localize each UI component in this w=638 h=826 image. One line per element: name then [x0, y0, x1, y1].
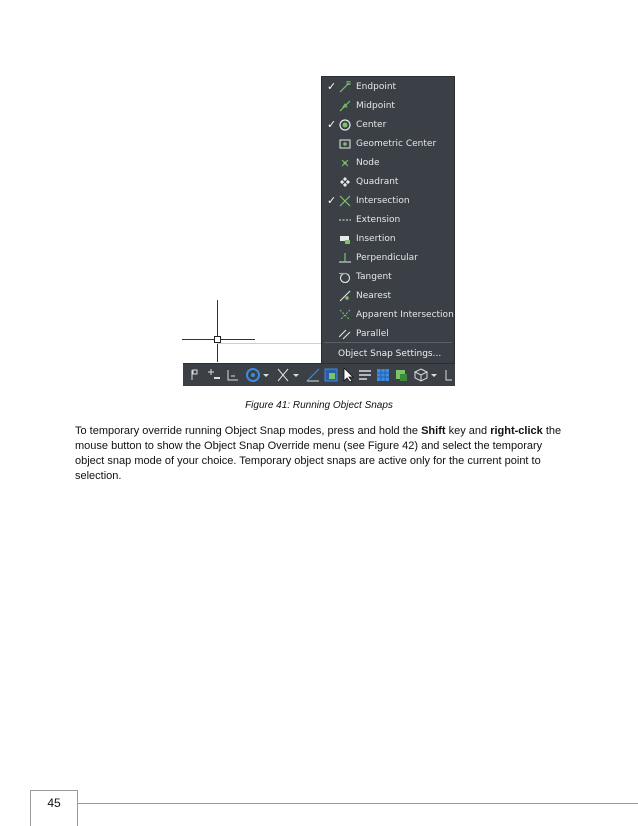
polar-icon[interactable]	[225, 367, 241, 383]
body-paragraph	[75, 424, 565, 484]
object-snap-settings-item[interactable]: Object Snap Settings...	[338, 349, 442, 359]
figure-caption: Figure 41: Running Object Snaps	[245, 400, 393, 411]
extension-icon	[339, 214, 351, 226]
snap-mode-icon[interactable]	[187, 367, 203, 383]
page-number: 45	[47, 796, 61, 810]
drawing-line	[217, 343, 322, 344]
menu-item-perpendicular[interactable]	[322, 249, 454, 267]
menu-item-label: Insertion	[356, 234, 396, 244]
menu-item-label: Endpoint	[356, 82, 397, 92]
nearest-icon	[339, 290, 351, 302]
paragraph-text: the mouse button to show the Object Snap Override menu (see Figure 42) and select the temporary object snap mode of your choice. Temporary object snaps are active only for the current point to selection.	[75, 425, 562, 482]
paragraph-text: To temporary override running Object Snap modes, press and hold the	[75, 425, 422, 437]
checkmark-icon: ✓	[327, 80, 337, 93]
menu-item-parallel[interactable]	[322, 325, 454, 343]
menu-item-quadrant[interactable]	[322, 173, 454, 191]
shift-key-text: Shift	[421, 425, 446, 437]
3d-osnap-icon[interactable]	[375, 367, 391, 383]
menu-item-label: Parallel	[356, 329, 389, 339]
dropdown-icon[interactable]	[261, 367, 271, 383]
object-snap-menu	[321, 76, 455, 365]
menu-item-tangent[interactable]	[322, 268, 454, 286]
menu-item-label: Extension	[356, 215, 401, 225]
menu-item-label: Perpendicular	[356, 253, 418, 263]
menu-item-label: Nearest	[356, 291, 392, 301]
geometric-center-icon	[339, 138, 351, 150]
menu-item-center[interactable]	[322, 116, 454, 134]
menu-item-endpoint[interactable]	[322, 78, 454, 96]
intersection-icon	[339, 195, 351, 207]
perpendicular-icon	[339, 252, 351, 264]
menu-item-midpoint[interactable]	[322, 97, 454, 115]
otrack-icon[interactable]	[275, 367, 291, 383]
menu-item-label: Quadrant	[356, 177, 399, 187]
selection-cycling-icon[interactable]	[357, 367, 373, 383]
quadrant-icon	[339, 176, 351, 188]
menu-item-nearest[interactable]	[322, 287, 454, 305]
menu-item-intersection[interactable]	[322, 192, 454, 210]
right-click-text: right-click	[490, 425, 543, 437]
ortho-icon[interactable]	[205, 367, 221, 383]
apparent-intersection-icon	[339, 309, 351, 321]
workspace-icon[interactable]	[413, 367, 429, 383]
menu-item-label: Midpoint	[356, 101, 395, 111]
menu-item-label: Intersection	[356, 196, 410, 206]
node-icon	[339, 157, 351, 169]
menu-item-label: Geometric Center	[356, 139, 437, 149]
midpoint-icon	[339, 100, 351, 112]
menu-item-node[interactable]	[322, 154, 454, 172]
menu-item-insertion[interactable]	[322, 230, 454, 248]
parallel-icon	[339, 328, 351, 340]
menu-item-geometric-center[interactable]	[322, 135, 454, 153]
menu-item-extension[interactable]	[322, 211, 454, 229]
menu-item-label: Tangent	[356, 272, 392, 282]
osnap-icon[interactable]	[245, 367, 261, 383]
endpoint-icon	[339, 81, 351, 93]
annotation-scale-icon[interactable]	[443, 367, 453, 383]
menu-item-apparent-intersection[interactable]	[322, 306, 454, 324]
lineweight-icon[interactable]	[305, 367, 321, 383]
dropdown-icon[interactable]	[291, 367, 301, 383]
center-icon	[339, 119, 351, 131]
menu-separator	[324, 342, 452, 343]
menu-item-label: Center	[356, 120, 387, 130]
status-bar	[183, 363, 455, 386]
transparency-icon[interactable]	[323, 367, 339, 383]
tangent-icon	[339, 271, 351, 283]
cursor-pointer-icon	[341, 367, 357, 383]
footer-rule	[78, 803, 638, 804]
menu-item-label: Node	[356, 158, 380, 168]
crosshair-vertical-line	[217, 300, 218, 362]
dynamic-ucs-icon[interactable]	[393, 367, 409, 383]
menu-item-label: Apparent Intersection	[356, 310, 454, 320]
checkmark-icon: ✓	[327, 118, 337, 131]
crosshair-pickbox	[214, 336, 221, 343]
insertion-icon	[339, 233, 351, 245]
dropdown-icon[interactable]	[429, 367, 439, 383]
paragraph-text: key and	[445, 425, 491, 437]
checkmark-icon: ✓	[327, 194, 337, 207]
figure-running-object-snaps	[0, 0, 638, 400]
